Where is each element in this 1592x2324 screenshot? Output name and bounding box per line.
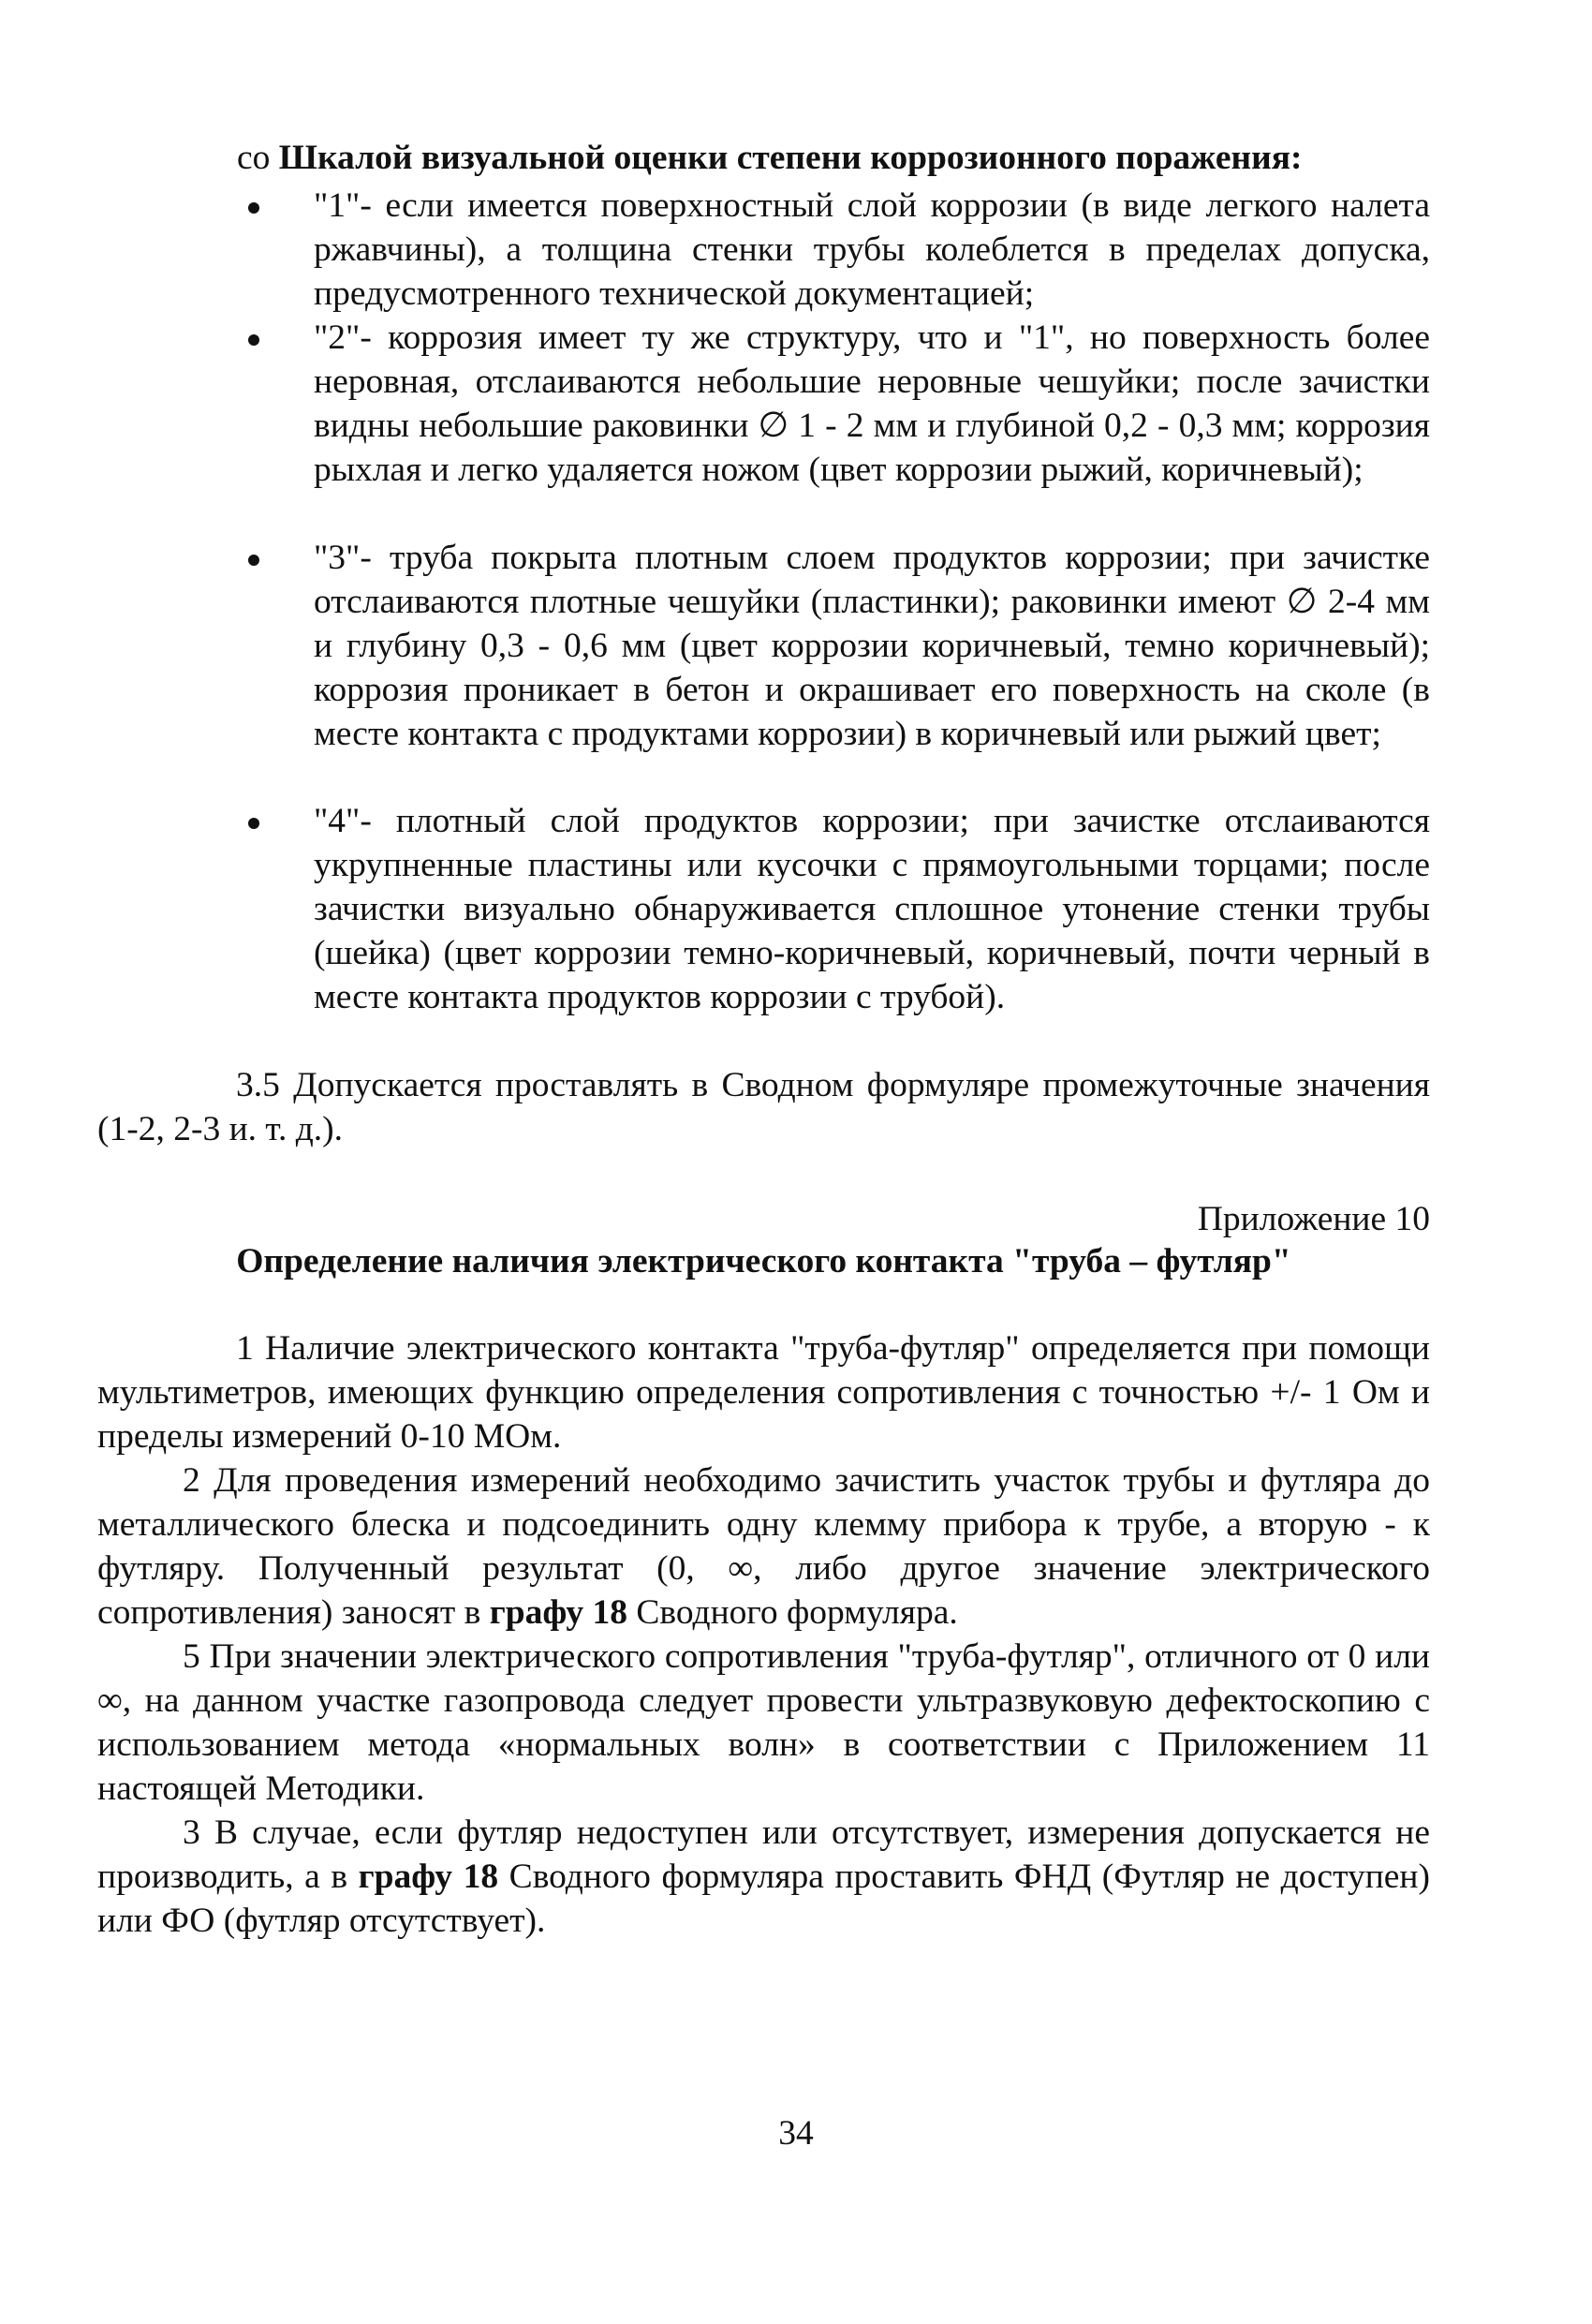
intro-bold-heading: Шкалой визуальной оценки степени коррозионного поражения: — [278, 139, 1303, 177]
paragraph-5: 5 При значении электрического сопротивления "труба-футляр", отличного от 0 или ∞, на данном участке газопровода следует провести ультразвуковую дефектоскопию с использованием метода «нормальных волн» в соответствии с Приложением 11 настоящей Методики. — [97, 1637, 1430, 1808]
annex-title: Определение наличия электрического контакта "труба – футляр" — [236, 1242, 1291, 1280]
page-number: 34 — [778, 2114, 814, 2153]
bullet-dot-icon — [248, 555, 259, 566]
paragraph-3-bold: графу 18 — [358, 1858, 499, 1896]
intro-prefix: со — [237, 139, 279, 177]
bullet-text: "4"- плотный слой продуктов коррозии; при зачистке отслаиваются укрупненные пластины или кусочки с прямоугольными торцами; после зачистки визуально обнаруживается сплошное утонение стенки трубы (шейка) (цвет коррозии темно-коричневый, коричневый, почти черный в месте контакта продуктов коррозии с трубой). — [314, 802, 1430, 1016]
bullet-text: "1"- если имеется поверхностный слой коррозии (в виде легкого налета ржавчины), а толщина стенки трубы колеблется в пределах допуска, предусмотренного технической документацией; — [314, 186, 1430, 313]
paragraph-2-bold: графу 18 — [489, 1593, 627, 1632]
paragraph-2 — [97, 1458, 1430, 1635]
intro-line — [237, 136, 1430, 180]
paragraph-2-tail: Сводного формуляра. — [626, 1593, 958, 1632]
bullet-item-2 — [314, 316, 1430, 492]
bullet-item-1 — [314, 184, 1430, 316]
annex-label: Приложение 10 — [1197, 1200, 1430, 1238]
bullet-text: "3"- труба покрыта плотным слоем продуктов коррозии; при зачистке отслаиваются плотные чешуйки (пластинки); раковинки имеют ∅ 2-4 мм и глубину 0,3 - 0,6 мм (цвет коррозии коричневый, темно коричневый); коррозия проникает в бетон и окрашивает его поверхность на сколе (в месте контакта с продуктами коррозии) в коричневый или рыжий цвет; — [314, 539, 1430, 753]
bullet-item-4 — [314, 799, 1430, 1019]
paragraph-3-5: 3.5 Допускается проставлять в Сводном формуляре промежуточные значения (1-2, 2-3 и. т. д.). — [97, 1066, 1430, 1148]
bullet-text: "2"- коррозия имеет ту же структуру, что и "1", но поверхность более неровная, отслаиваются небольшие неровные чешуйки; после зачистки видны небольшие раковинки ∅ 1 - 2 мм и глубиной 0,2 - 0,3 мм; коррозия рыхлая и легко удаляется ножом (цвет коррозии рыжий, коричневый); — [314, 318, 1430, 489]
bullet-dot-icon — [248, 818, 259, 829]
paragraph-2-text: 2 Для проведения измерений необходимо зачистить участок трубы и футляра до металлического блеска и подсоединить одну клемму прибора к трубе, а вторую - к футляру. Полученный результат (0, ∞, либо другое значение электрического сопротивления) заносят в — [97, 1461, 1430, 1632]
bullet-dot-icon — [248, 334, 259, 346]
paragraph-1: 1 Наличие электрического контакта "труба-футляр" определяется при помощи мультиметров, имеющих функцию определения сопротивления с точностью +/- 1 Ом и пределы измерений 0-10 МОм. — [97, 1329, 1430, 1456]
bullet-item-3 — [314, 536, 1430, 756]
paragraph-3-text: 3 В случае, если футляр недоступен или отсутствует, измерения допускается не производить, а в — [97, 1813, 1430, 1896]
bullet-dot-icon — [248, 202, 259, 214]
paragraph-3 — [97, 1811, 1430, 1943]
paragraph-3-tail: Сводного формуляра проставить ФНД (Футляр не доступен) или ФО (футляр отсутствует). — [97, 1858, 1430, 1940]
